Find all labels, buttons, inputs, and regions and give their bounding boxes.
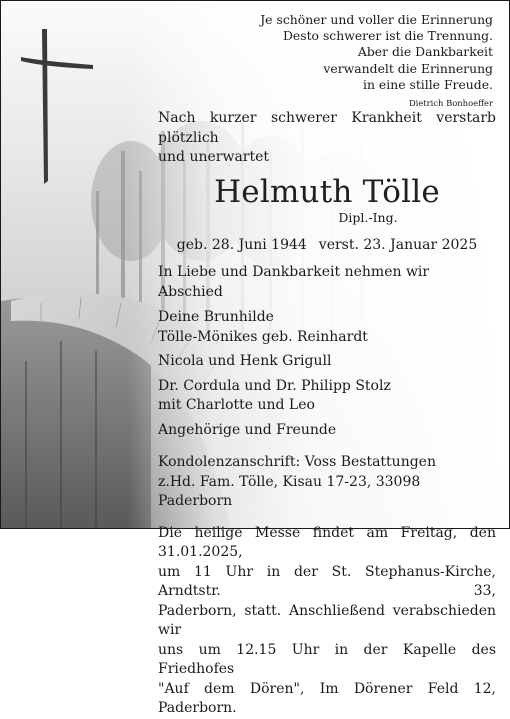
service-details <box>158 524 496 719</box>
family-member: Dr. Cordula und Dr. Philipp Stolz <box>158 377 391 394</box>
intro-line: Nach kurzer schwerer Krankheit verstarb plötzlich <box>158 110 496 146</box>
deceased-name: Helmuth Tölle <box>214 173 440 210</box>
intro-line: und unerwartet <box>158 149 270 165</box>
birth-date: geb. 28. Juni 1944 <box>176 236 307 253</box>
family-list <box>158 308 496 440</box>
bonhoeffer-quote <box>193 12 493 110</box>
family-member: mit Charlotte und Leo <box>158 397 315 413</box>
quote-line: Je schöner und voller die Erinnerung <box>260 12 493 27</box>
contact-line: Kondolenzanschrift: Voss Bestattungen <box>158 454 436 470</box>
service-line: "Auf dem Dören", Im Dörener Feld 12, Paderborn. <box>158 680 496 716</box>
quote-line: in eine stille Freude. <box>363 76 493 92</box>
contact-line: z.Hd. Fam. Tölle, Kisau 17-23, 33098 Paderborn <box>158 473 421 509</box>
family-member: Nicola und Henk Grigull <box>158 353 332 369</box>
quote-line: Aber die Dankbarkeit <box>357 44 493 60</box>
family-member: Deine Brunhilde <box>158 309 274 325</box>
family-member: Angehörige und Freunde <box>158 421 337 438</box>
quote-line: verwandelt die Erinnerung <box>323 60 493 76</box>
life-dates <box>158 236 496 256</box>
notice-body <box>158 109 496 719</box>
service-line: um 11 Uhr in der St. Stephanus-Kirche, Arndtstr. 33, <box>158 563 496 599</box>
death-date: verst. 23. Januar 2025 <box>318 236 478 253</box>
deceased-title: Dipl.-Ing. <box>338 209 398 225</box>
family-member: Tölle-Mönikes geb. Reinhardt <box>158 328 368 345</box>
service-line: uns um 12.15 Uhr in der Kapelle des Friedhofes <box>158 641 496 677</box>
condolence-address <box>158 453 496 512</box>
service-line: Paderborn, statt. Anschließend verabschieden wir <box>158 602 496 638</box>
service-line: Die heilige Messe findet am Freitag, den 31.01.2025, <box>158 524 496 560</box>
quote-line: Desto schwerer ist die Trennung. <box>282 28 493 44</box>
quote-author: Dietrich Bonhoeffer <box>408 98 493 109</box>
intro-text <box>158 109 496 168</box>
farewell-line: In Liebe und Dankbarkeit nehmen wir Abschied <box>158 264 430 300</box>
